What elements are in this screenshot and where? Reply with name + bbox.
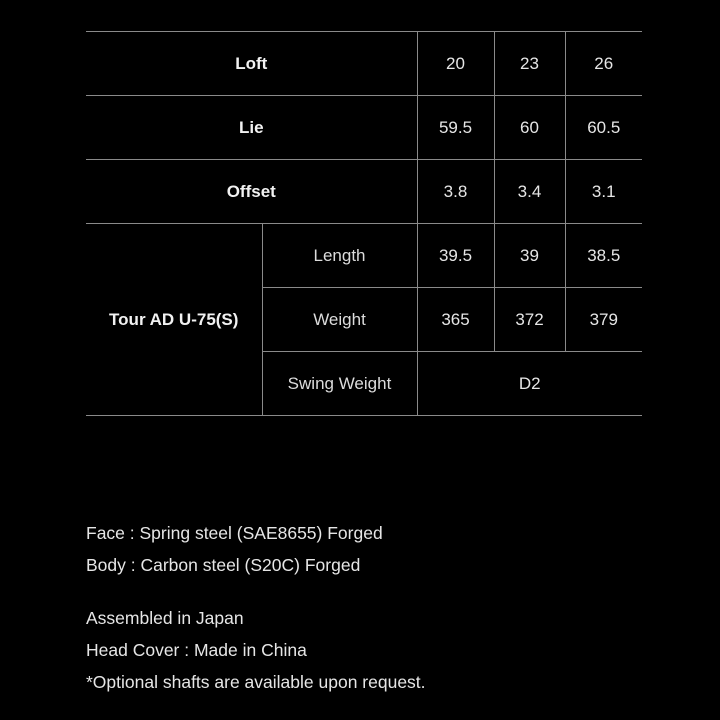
loft-value: 23 — [494, 32, 565, 96]
length-value: 39.5 — [417, 224, 494, 288]
offset-value: 3.8 — [417, 160, 494, 224]
face-material-note: Face : Spring steel (SAE8655) Forged — [86, 523, 383, 543]
loft-value: 20 — [417, 32, 494, 96]
weight-label: Weight — [262, 288, 417, 352]
length-value: 38.5 — [565, 224, 642, 288]
head-cover-note: Head Cover : Made in China — [86, 640, 307, 660]
weight-value: 379 — [565, 288, 642, 352]
table-row-lie — [86, 96, 642, 160]
materials-notes — [86, 517, 426, 581]
lie-label: Lie — [86, 96, 417, 160]
optional-shafts-note: *Optional shafts are available upon request. — [86, 672, 426, 692]
table-row-length — [86, 224, 642, 288]
offset-label: Offset — [86, 160, 417, 224]
body-material-note: Body : Carbon steel (S20C) Forged — [86, 555, 361, 575]
swing-weight-value: D2 — [417, 352, 642, 416]
table-row-loft — [86, 32, 642, 96]
table-row-offset — [86, 160, 642, 224]
weight-value: 365 — [417, 288, 494, 352]
swing-weight-label: Swing Weight — [262, 352, 417, 416]
assembly-note: Assembled in Japan — [86, 608, 244, 628]
length-value: 39 — [494, 224, 565, 288]
lie-value: 59.5 — [417, 96, 494, 160]
spec-table — [86, 31, 642, 416]
lie-value: 60 — [494, 96, 565, 160]
offset-value: 3.4 — [494, 160, 565, 224]
weight-value: 372 — [494, 288, 565, 352]
shaft-label: Tour AD U-75(S) — [86, 224, 262, 416]
length-label: Length — [262, 224, 417, 288]
offset-value: 3.1 — [565, 160, 642, 224]
loft-value: 26 — [565, 32, 642, 96]
loft-label: Loft — [86, 32, 417, 96]
origin-notes — [86, 602, 426, 698]
lie-value: 60.5 — [565, 96, 642, 160]
spec-notes — [86, 517, 426, 698]
